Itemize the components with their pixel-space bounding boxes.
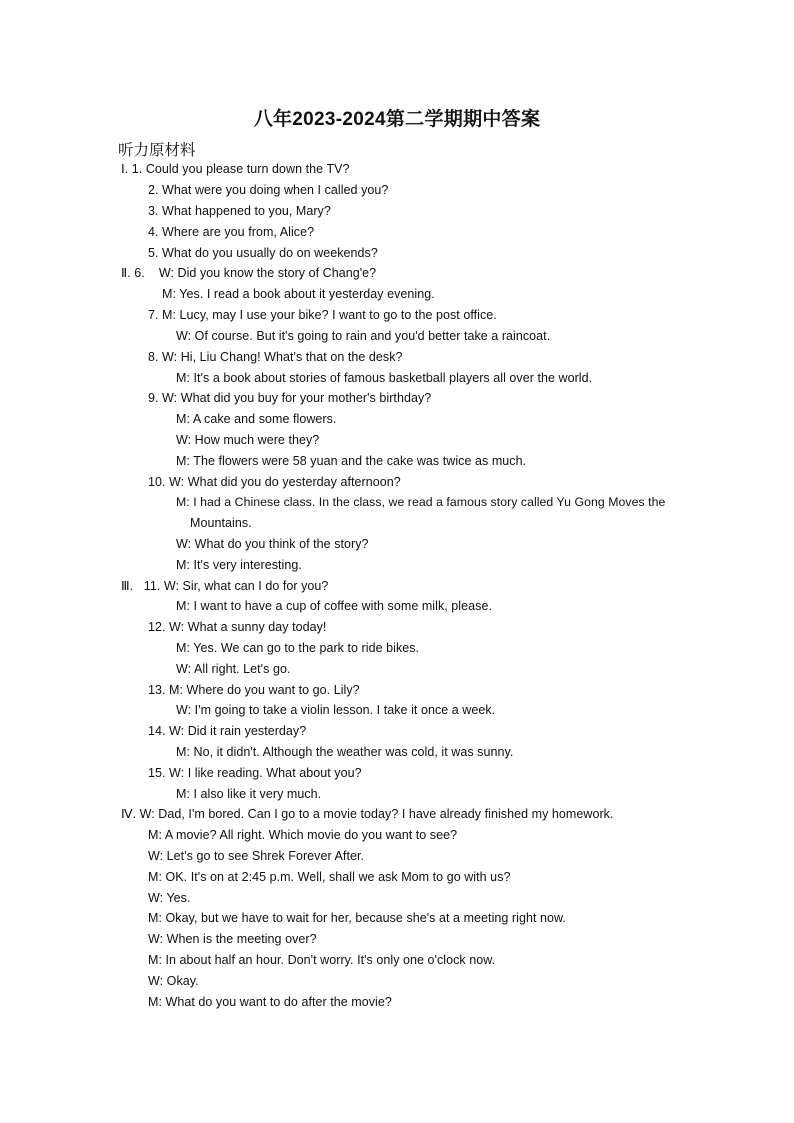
transcript-line: M: A movie? All right. Which movie do you want to see? [148,828,458,842]
transcript-line: 3. What happened to you, Mary? [148,204,331,218]
transcript-line: 15. W: I like reading. What about you? [148,766,362,780]
page-title: 八年2023-2024第二学期期中答案 [253,109,541,130]
transcript-line: W: How much were they? [176,433,320,447]
transcript-line: M: I also like it very much. [176,787,322,801]
transcript-line: 9. W: What did you buy for your mother's birthday? [148,391,432,405]
transcript-line: M: The flowers were 58 yuan and the cake was twice as much. [176,454,527,468]
transcript-line: Ⅰ. 1. Could you please turn down the TV? [121,162,350,176]
transcript-line: 4. Where are you from, Alice? [148,225,315,239]
transcript-line: M: It's a book about stories of famous basketball players all over the world. [176,371,593,385]
transcript-line: W: Let's go to see Shrek Forever After. [148,849,365,863]
transcript-line: M: I want to have a cup of coffee with some milk, please. [176,599,492,613]
transcript-line: Mountains. [190,516,252,530]
transcript-line: 7. M: Lucy, may I use your bike? I want to go to the post office. [148,308,497,322]
transcript-line: Ⅲ. 11. W: Sir, what can I do for you? [121,579,329,593]
transcript-line: M: Okay, but we have to wait for her, because she's at a meeting right now. [148,911,566,925]
transcript-line: W: All right. Let's go. [176,662,291,676]
transcript-line: 5. What do you usually do on weekends? [148,246,378,260]
transcript-line: M: Yes. I read a book about it yesterday evening. [162,287,435,301]
transcript-line: W: I'm going to take a violin lesson. I take it once a week. [176,703,496,717]
section-heading: 听力原材料 [118,142,196,159]
transcript-line: W: What do you think of the story? [176,537,369,551]
transcript-line: M: It's very interesting. [176,558,302,572]
transcript-line: Ⅳ. W: Dad, I'm bored. Can I go to a movie today? I have already finished my homework. [121,807,614,821]
transcript-line: W: Of course. But it's going to rain and you'd better take a raincoat. [176,329,551,343]
transcript-line: 8. W: Hi, Liu Chang! What's that on the desk? [148,350,403,364]
transcript-line: 2. What were you doing when I called you? [148,183,389,197]
transcript-line: Ⅱ. 6. W: Did you know the story of Chang'e? [121,266,377,280]
transcript-line: M: I had a Chinese class. In the class, we read a famous story called Yu Gong Moves the [176,495,666,509]
transcript-line: 12. W: What a sunny day today! [148,620,327,634]
transcript-line: 10. W: What did you do yesterday afternoon? [148,475,401,489]
transcript-line: 13. M: Where do you want to go. Lily? [148,683,360,697]
transcript-line: W: When is the meeting over? [148,932,317,946]
transcript-line: M: Yes. We can go to the park to ride bikes. [176,641,420,655]
transcript-line: 14. W: Did it rain yesterday? [148,724,307,738]
transcript-line: M: No, it didn't. Although the weather was cold, it was sunny. [176,745,514,759]
transcript-line: M: OK. It's on at 2:45 p.m. Well, shall we ask Mom to go with us? [148,870,511,884]
transcript-line: W: Yes. [148,891,191,905]
transcript-line: M: A cake and some flowers. [176,412,337,426]
transcript-line: W: Okay. [148,974,199,988]
transcript-line: M: What do you want to do after the movie? [148,995,392,1009]
transcript-line: M: In about half an hour. Don't worry. It's only one o'clock now. [148,953,496,967]
